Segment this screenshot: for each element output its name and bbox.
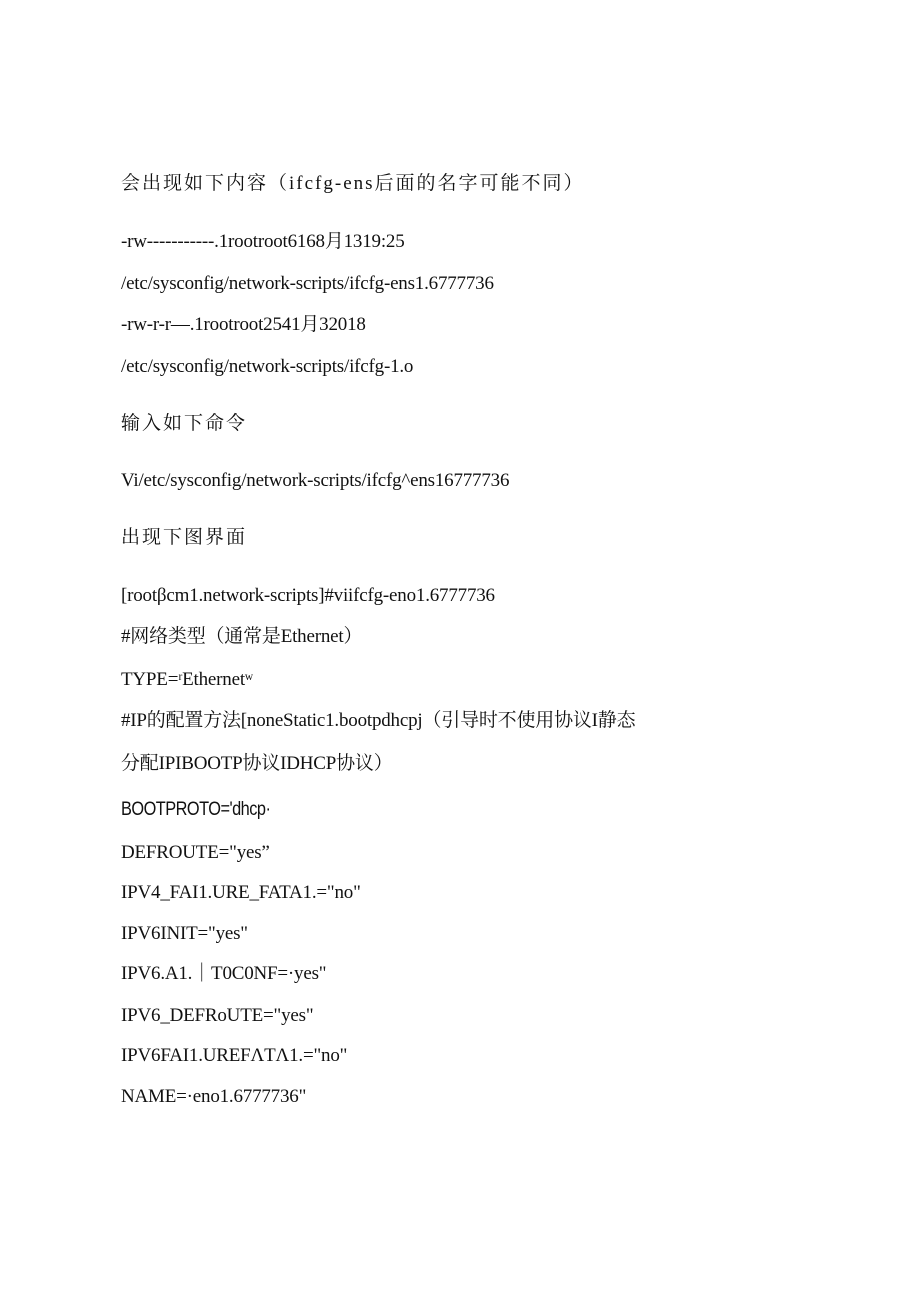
text-line-screen-intro: 出现下图界面 xyxy=(121,527,248,548)
text-line-ipv4-failure-fatal: IPV4_FAI1.URE_FATA1.="no" xyxy=(121,882,361,903)
text-line-bootproto: BOOTPROTO='dhcp· xyxy=(121,799,271,820)
text-line-file-listing-2: -rw-r-r—.1rootroot2541月32018 xyxy=(121,314,366,335)
text-line-vi-command: Vi/etc/sysconfig/network-scripts/ifcfg^ens16777736 xyxy=(121,470,510,491)
text-line-ipv6-autoconf: IPV6.A1.｜T0C0NF=·yes" xyxy=(121,963,327,984)
text-line-file-path-1: /etc/sysconfig/network-scripts/ifcfg-ens1.6777736 xyxy=(121,273,494,294)
text-line-ipv6-failure-fatal: IPV6FAI1.UREFΛTΛ1.="no" xyxy=(121,1045,348,1066)
text-line-comment-ip-method: #IP的配置方法[noneStatic1.bootpdhcpj（引导时不使用协议I静态 xyxy=(121,710,636,731)
text-line-name: NAME=·eno1.6777736" xyxy=(121,1086,307,1107)
text-line-shell-prompt: [rootβcm1.network-scripts]#viifcfg-eno1.6777736 xyxy=(121,585,495,606)
text-line-output-intro: 会出现如下内容（ifcfg-ens后面的名字可能不同） xyxy=(121,173,585,194)
text-line-ipv6-defroute: IPV6_DEFRoUTE="yes" xyxy=(121,1005,314,1026)
text-line-ipv6init: IPV6INIT="yes" xyxy=(121,923,248,944)
text-line-command-intro: 输入如下命令 xyxy=(121,413,248,434)
text-line-defroute: DEFROUTE="yes” xyxy=(121,842,270,863)
text-line-file-listing-1: -rw-----------.1rootroot6168月1319:25 xyxy=(121,231,405,252)
text-line-comment-ip-method-cont: 分配IPIBOOTP协议IDHCP协议） xyxy=(121,753,393,774)
text-line-file-path-2: /etc/sysconfig/network-scripts/ifcfg-1.o xyxy=(121,356,414,377)
text-line-comment-network-type: #网络类型（通常是Ethernet） xyxy=(121,626,363,647)
text-line-type: TYPE=ʳEthernetʷ xyxy=(121,669,253,690)
